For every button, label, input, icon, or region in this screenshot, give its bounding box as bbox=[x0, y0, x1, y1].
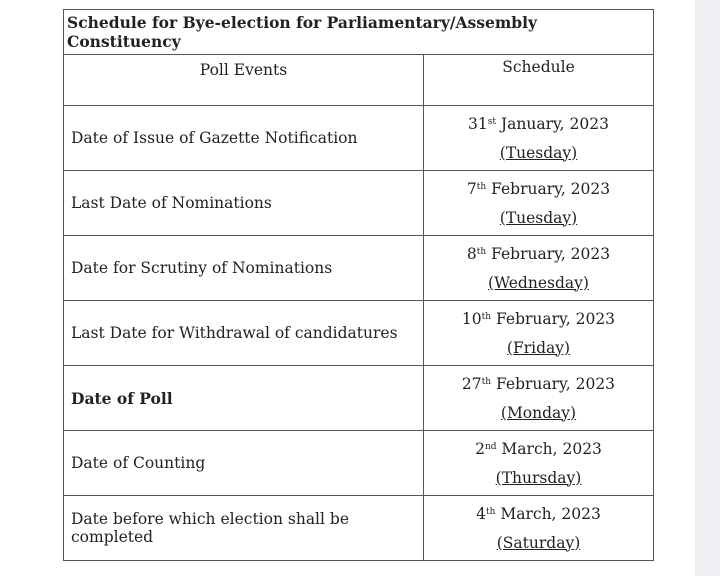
date-month-year: March, 2023 bbox=[496, 439, 602, 458]
date-ordinal-suffix: th bbox=[481, 311, 492, 322]
date-day-number: 7 bbox=[466, 179, 477, 198]
schedule-date bbox=[424, 180, 653, 198]
table-row bbox=[64, 366, 654, 431]
date-month-year: January, 2023 bbox=[495, 114, 609, 133]
date-ordinal-suffix: nd bbox=[484, 441, 497, 452]
date-ordinal-suffix: th bbox=[486, 506, 496, 517]
table-row bbox=[64, 236, 654, 301]
date-day-number: 8 bbox=[466, 244, 477, 263]
table-row bbox=[64, 431, 654, 496]
date-month-year: March, 2023 bbox=[495, 504, 601, 523]
date-ordinal-suffix: st bbox=[487, 116, 496, 127]
schedule-cell bbox=[424, 431, 654, 496]
schedule-cell bbox=[424, 171, 654, 236]
table-row bbox=[64, 301, 654, 366]
date-month-year: February, 2023 bbox=[491, 374, 616, 393]
schedule-date bbox=[424, 440, 653, 458]
schedule-cell bbox=[424, 236, 654, 301]
schedule-weekday: (Tuesday) bbox=[499, 143, 578, 162]
table-row bbox=[64, 106, 654, 171]
schedule-date bbox=[424, 310, 653, 328]
header-schedule: Schedule bbox=[424, 55, 654, 106]
schedule-weekday: (Monday) bbox=[500, 403, 577, 422]
schedule-weekday: (Thursday) bbox=[495, 468, 582, 487]
date-day-number: 4 bbox=[476, 504, 487, 523]
schedule-table bbox=[63, 9, 654, 561]
schedule-date bbox=[424, 245, 653, 263]
schedule-date bbox=[424, 115, 653, 133]
date-day-number: 10 bbox=[461, 309, 482, 328]
date-ordinal-suffix: th bbox=[476, 246, 487, 257]
poll-event-label: Date of Issue of Gazette Notification bbox=[64, 106, 424, 171]
background-strip bbox=[695, 0, 720, 576]
schedule-weekday: (Friday) bbox=[506, 338, 571, 357]
table-title: Schedule for Bye-election for Parliamentary/Assembly Constituency bbox=[64, 10, 654, 55]
poll-event-label: Last Date of Nominations bbox=[64, 171, 424, 236]
date-ordinal-suffix: th bbox=[476, 181, 487, 192]
date-ordinal-suffix: th bbox=[481, 376, 492, 387]
poll-event-label: Date before which election shall be completed bbox=[64, 496, 424, 561]
poll-event-label: Date of Counting bbox=[64, 431, 424, 496]
schedule-cell bbox=[424, 106, 654, 171]
poll-event-label: Date of Poll bbox=[64, 366, 424, 431]
date-month-year: February, 2023 bbox=[486, 179, 611, 198]
schedule-cell bbox=[424, 366, 654, 431]
date-day-number: 27 bbox=[461, 374, 482, 393]
date-day-number: 31 bbox=[468, 114, 488, 133]
date-day-number: 2 bbox=[475, 439, 485, 458]
schedule-weekday: (Tuesday) bbox=[499, 208, 578, 227]
poll-event-label: Last Date for Withdrawal of candidatures bbox=[64, 301, 424, 366]
date-month-year: February, 2023 bbox=[486, 244, 611, 263]
schedule-weekday: (Saturday) bbox=[496, 533, 581, 552]
header-poll-events: Poll Events bbox=[64, 55, 424, 106]
schedule-date bbox=[424, 375, 653, 393]
schedule-weekday: (Wednesday) bbox=[488, 273, 589, 292]
schedule-cell bbox=[424, 496, 654, 561]
date-month-year: February, 2023 bbox=[491, 309, 616, 328]
table-row bbox=[64, 496, 654, 561]
schedule-cell bbox=[424, 301, 654, 366]
table-row bbox=[64, 171, 654, 236]
schedule-date bbox=[424, 505, 653, 523]
poll-event-label: Date for Scrutiny of Nominations bbox=[64, 236, 424, 301]
